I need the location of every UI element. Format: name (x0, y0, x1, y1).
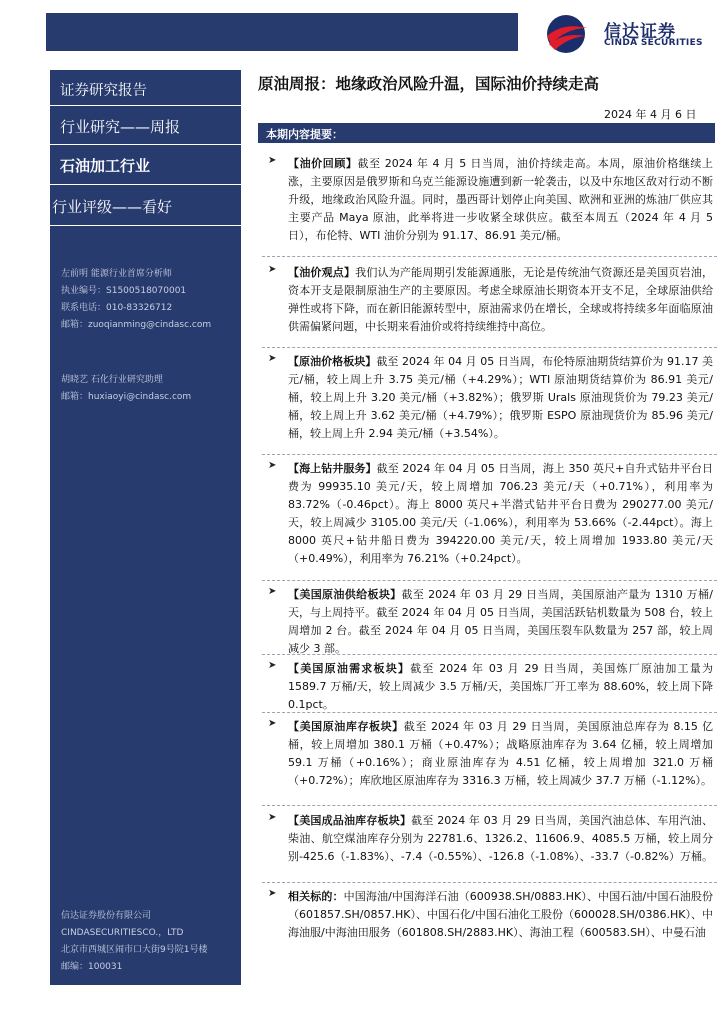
report-date: 2024 年 4 月 6 日 (604, 108, 697, 121)
bullet-us-crude-inventory: ➤ 【美国原油库存板块】截至 2024 年 03 月 29 日当周，美国原油总库存为 8.15 亿桶，较上周增加 380.1 万桶（+0.47%）；战略原油库存为 3.64 亿桶，较上周增加 59.1 万桶（+0.16%）；商业原油库存为 4.51 亿桶，较上周增加 321.0 万桶（+0.72%）；库欣地区原油库存为 3316.3 万桶，较上周减少 37.7 万桶（-1.12%）。 (268, 718, 713, 787)
bullet-related-stocks: ➤ 相关标的：中国海油/中国海洋石油（600938.SH/0883.HK）、中国石油/中国石油股份（601857.SH/0857.HK）、中国石化/中国石油化工股份（600028.SH/0386.HK）、中海油服/中海油田服务（601808.SH/2883.HK）、海油工程（600583.SH）、中曼石油 (268, 888, 713, 939)
sidebar: 证券研究报告 行业研究——周报 石油加工行业 行业评级——看好 左前明 能源行业首席分析师 执业编号：S1500518070001 联系电话：010-83326712 邮箱：zuoqianming@cindasc.com 胡晓艺 石化行业研究助理 邮箱：huxiaoyi@cindasc.com 信达证券股份有限公司 CINDASECURITIESCO.，LTD 北京市西城区闹市口大街9号院1号楼 邮编：100031 (50, 70, 241, 985)
arrow-bullet-icon: ➤ (268, 460, 277, 471)
arrow-bullet-icon: ➤ (268, 586, 277, 597)
divider (262, 654, 717, 655)
divider (262, 454, 717, 455)
sidebar-research-type: 行业研究——周报 (50, 106, 241, 145)
arrow-bullet-icon: ➤ (268, 812, 277, 823)
sidebar-industry: 石油加工行业 (50, 145, 241, 185)
divider (262, 347, 717, 348)
bullet-offshore-drilling: ➤ 【海上钻井服务】截至 2024 年 04 月 05 日当周，海上 350 英尺+自升式钻井平台日费为 99935.10 美元/天，较上周增加 706.23 美元/天（+0.71%），利用率为 83.72%（-0.46pct）。海上 8000 英尺+半潜式钻井平台日费为 290277.00 美元/天，较上周减少 3105.00 美元/天（-1.06%），利用率为 53.66%（-2.44pct）。海上 8000 英尺+钻井船日费为 394220.00 美元/天，较上周增加 1933.80 美元/天（+0.49%），利用率为 76.21%（+0.24pct）。 (268, 460, 714, 565)
bullet-us-supply: ➤ 【美国原油供给板块】截至 2024 年 03 月 29 日当周，美国原油产量为 1310 万桶/天，与上周持平。截至 2024 年 04 月 05 日当周，美国活跃钻机数量为 508 台，较上周增加 2 台。截至 2024 年 04 月 05 日当周，美国压裂车队数量为 257 部，较上周减少 3 部。 (268, 586, 713, 655)
bullet-us-product-inventory: ➤ 【美国成品油库存板块】截至 2024 年 03 月 29 日当周，美国汽油总体、车用汽油、柴油、航空煤油库存分别为 22781.6、1326.2、11606.9、4085.5 万桶，较上周分别-425.6（-1.83%）、-7.4（-0.55%）、-126.8（-1.08%）、-33.7（-0.82%）万桶。 (268, 812, 714, 863)
arrow-bullet-icon: ➤ (268, 155, 277, 166)
sidebar-rating: 行业评级——看好 (50, 185, 241, 226)
divider (262, 882, 717, 883)
bullet-crude-price-sector: ➤ 【原油价格板块】截至 2024 年 04 月 05 日当周，布伦特原油期货结算价为 91.17 美元/桶，较上周上升 3.75 美元/桶（+4.29%）；WTI 原油期货结算价为 86.91 美元/桶，较上周上升 3.20 美元/桶（+3.82%）；俄罗斯 Urals 原油现货价为 79.23 美元/桶，较上周上升 3.62 美元/桶（+4.79%）；俄罗斯 ESPO 原油现货价为 85.96 美元/桶，较上周上升 2.94 美元/桶（+3.54%）。 (268, 353, 714, 440)
arrow-bullet-icon: ➤ (268, 353, 277, 364)
divider (262, 256, 717, 257)
logo-en-text: CINDA SECURITIES (604, 38, 703, 48)
summary-bar (258, 123, 715, 143)
logo-cn-text: 信达证券 (604, 22, 676, 42)
bullet-oil-price-review: ➤ 【油价回顾】截至 2024 年 4 月 5 日当周，油价持续走高。本周，原油价格继续上涨，主要原因是俄罗斯和乌克兰能源设施遭到新一轮袭击，以及中东地区敌对行动不断升级，地缘政治风险升温。同时，墨西哥计划停止向美国、欧洲和亚洲的炼油厂供应其主要产品 Maya 原油，此举将进一步收紧全球供应。截至本周五（2024 年 4 月 5 日），布伦特、WTI 油价分别为 91.17、86.91 美元/桶。 (268, 155, 713, 242)
divider (262, 712, 717, 713)
divider (262, 805, 717, 806)
arrow-bullet-icon: ➤ (268, 264, 277, 275)
arrow-bullet-icon: ➤ (268, 888, 277, 899)
arrow-bullet-icon: ➤ (268, 718, 277, 729)
summary-label: 本期内容提要： (266, 128, 343, 141)
bullet-us-demand: ➤ 【美国原油需求板块】截至 2024 年 03 月 29 日当周，美国炼厂原油加工量为 1589.7 万桶/天，较上周减少 3.5 万桶/天，美国炼厂开工率为 88.60%，较上周下降 0.1pct。 (268, 660, 714, 711)
page-title: 原油周报：地缘政治风险升温，国际油价持续走高 (258, 75, 600, 93)
arrow-bullet-icon: ➤ (268, 660, 277, 671)
bullet-oil-price-view: ➤ 【油价观点】我们认为产能周期引发能源通胀，无论是传统油气资源还是美国页岩油，资本开支是限制原油生产的主要原因。考虑全球原油长期资本开支不足，全球原油供给弹性或将下降，而在新旧能源转型中，原油需求仍在增长，全球或将持续多年面临原油供需偏紧问题，中长期来看油价或将持续维持中高位。 (268, 264, 714, 333)
sidebar-report-type: 证券研究报告 (50, 70, 241, 106)
header-bar (46, 13, 518, 51)
divider (262, 580, 717, 581)
